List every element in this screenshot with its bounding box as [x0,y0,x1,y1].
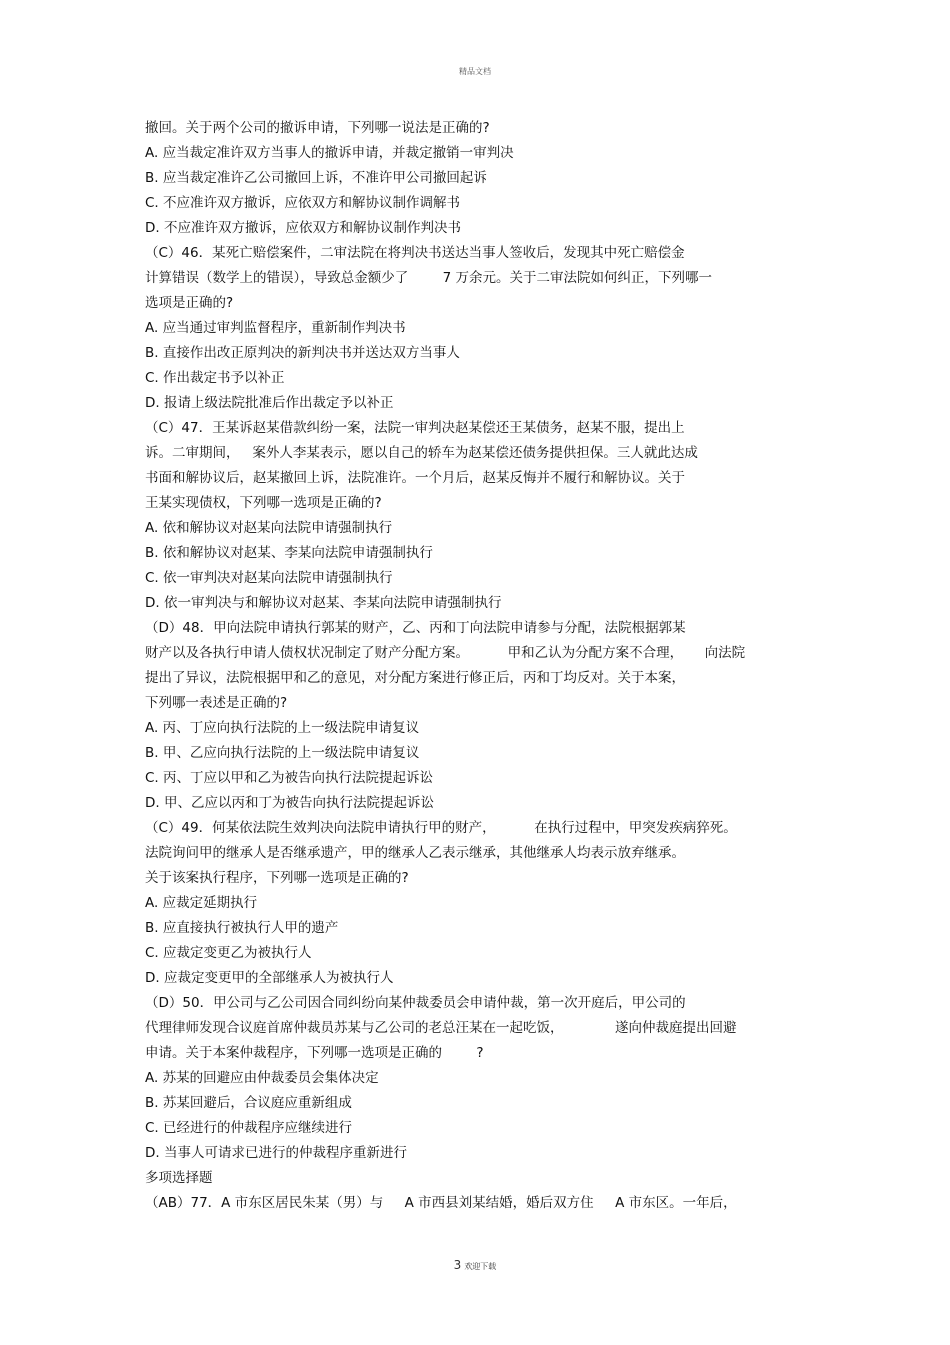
text-line: （C）49．何某依法院生效判决向法院申请执行甲的财产， 在执行过程中，甲突发疾病猝死。 [145,820,737,836]
text-line: B. 甲、乙应向执行法院的上一级法院申请复议 [145,745,420,761]
text-line: A. 丙、丁应向执行法院的上一级法院申请复议 [145,720,420,736]
text-line: （C）47．王某诉赵某借款纠纷一案，法院一审判决赵某偿还王某债务，赵某不服，提出上 [145,420,685,436]
text-line: A. 苏某的回避应由仲裁委员会集体决定 [145,1070,379,1086]
text-line: B. 应当裁定准许乙公司撤回上诉，不准许甲公司撤回起诉 [145,170,487,186]
text-line: A. 应裁定延期执行 [145,895,258,911]
text-line: B. 应直接执行被执行人甲的遗产 [145,920,339,936]
text-line: 代理律师发现合议庭首席仲裁员苏某与乙公司的老总汪某在一起吃饭， 遂向仲裁庭提出回避 [145,1020,737,1036]
page-footer [0,1258,950,1272]
page-header: 精品文档 [459,67,491,76]
text-line: A. 应当通过审判监督程序，重新制作判决书 [145,320,406,336]
text-line: A. 应当裁定准许双方当事人的撤诉申请，并裁定撤销一审判决 [145,145,514,161]
text-line: 计算错误（数学上的错误），导致总金额少了 7 万余元。关于二审法院如何纠正，下列哪一 [145,270,712,286]
text-line: C. 应裁定变更乙为被执行人 [145,945,312,961]
text-line: B. 依和解协议对赵某、李某向法院申请强制执行 [145,545,433,561]
text-line: （D）48．甲向法院申请执行郭某的财产，乙、丙和丁向法院申请参与分配，法院根据郭某 [145,620,686,636]
text-line: 撤回。关于两个公司的撤诉申请，下列哪一说法是正确的? [145,120,490,136]
text-line: D. 报请上级法院批准后作出裁定予以补正 [145,395,394,411]
text-line: D. 应裁定变更甲的全部继承人为被执行人 [145,970,394,986]
text-line: 法院询问甲的继承人是否继承遗产，甲的继承人乙表示继承，其他继承人均表示放弃继承。 [145,845,685,861]
text-line: 下列哪一表述是正确的? [145,695,288,711]
text-line: D. 当事人可请求已进行的仲裁程序重新进行 [145,1145,407,1161]
text-line: （AB）77．A 市东区居民朱某（男）与 A 市西县刘某结婚，婚后双方住 A 市东区。一年后， [145,1195,737,1211]
footer-text: 欢迎下载 [464,1262,497,1271]
text-line: 提出了异议，法院根据甲和乙的意见，对分配方案进行修正后，丙和丁均反对。关于本案， [145,670,685,686]
text-line: D. 不应准许双方撤诉，应依双方和解协议制作判决书 [145,220,461,236]
text-line: 诉。二审期间， 案外人李某表示，愿以自己的轿车为赵某偿还债务提供担保。三人就此达成 [145,445,698,461]
text-line: C. 作出裁定书予以补正 [145,370,285,386]
text-line: C. 丙、丁应以甲和乙为被告向执行法院提起诉讼 [145,770,434,786]
text-line: 财产以及各执行申请人债权状况制定了财产分配方案。 甲和乙认为分配方案不合理， 向法院 [145,645,746,661]
text-line: （C）46．某死亡赔偿案件，二审法院在将判决书送达当事人签收后，发现其中死亡赔偿金 [145,245,685,261]
text-line: D. 依一审判决与和解协议对赵某、李某向法院申请强制执行 [145,595,502,611]
text-line: 王某实现债权，下列哪一选项是正确的? [145,495,382,511]
text-line: 选项是正确的? [145,295,234,311]
text-line: C. 已经进行的仲裁程序应继续进行 [145,1120,353,1136]
text-line: B. 直接作出改正原判决的新判决书并送达双方当事人 [145,345,460,361]
document-body [145,116,825,1216]
text-line: D. 甲、乙应以丙和丁为被告向执行法院提起诉讼 [145,795,434,811]
text-line: C. 不应准许双方撤诉，应依双方和解协议制作调解书 [145,195,461,211]
text-line: 多项选择题 [145,1170,213,1186]
text-line: B. 苏某回避后，合议庭应重新组成 [145,1095,352,1111]
text-line: （D）50．甲公司与乙公司因合同纠纷向某仲裁委员会申请仲裁，第一次开庭后，甲公司的 [145,995,686,1011]
page-number: 3 [453,1258,462,1272]
text-line: 书面和解协议后，赵某撤回上诉，法院准许。一个月后，赵某反悔并不履行和解协议。关于 [145,470,685,486]
text-line: 申请。关于本案仲裁程序，下列哪一选项是正确的 ? [145,1045,484,1061]
text-line: 关于该案执行程序，下列哪一选项是正确的? [145,870,409,886]
text-line: C. 依一审判决对赵某向法院申请强制执行 [145,570,393,586]
text-line: A. 依和解协议对赵某向法院申请强制执行 [145,520,393,536]
